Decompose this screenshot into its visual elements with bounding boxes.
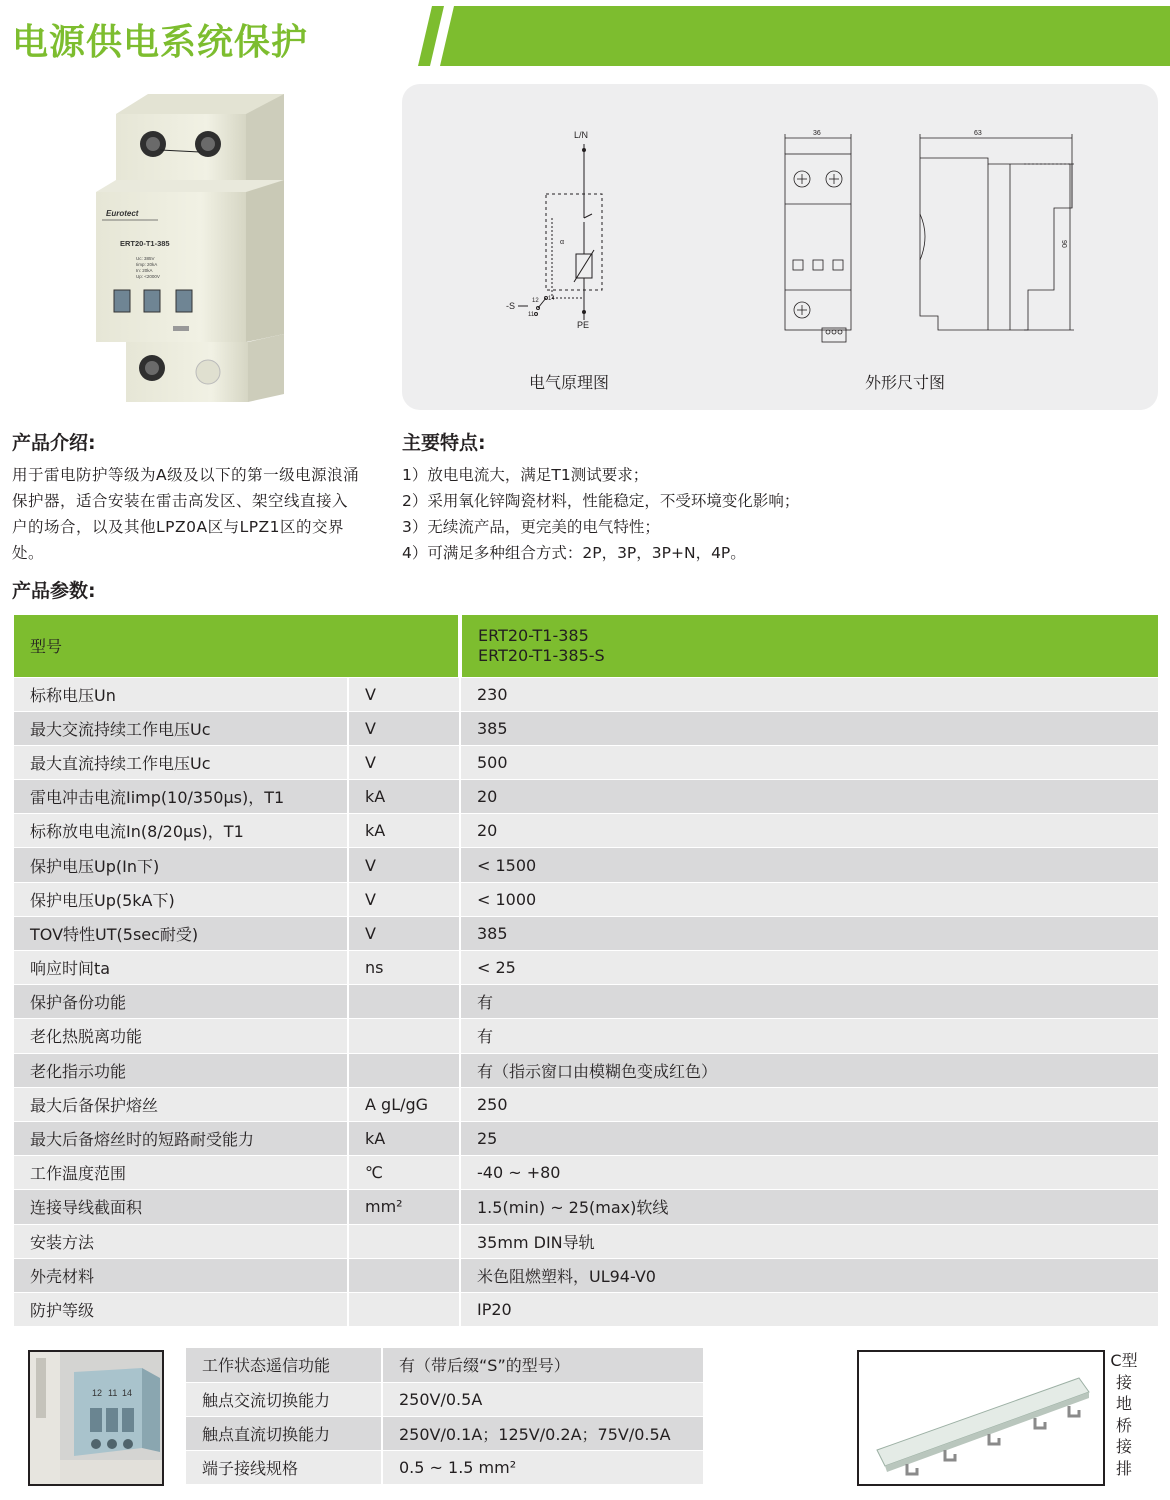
param-value: 385 — [460, 916, 1158, 950]
dimension-caption: 外形尺寸图 — [865, 373, 946, 392]
param-name: 工作温度范围 — [14, 1156, 348, 1190]
param-unit: kA — [348, 1121, 460, 1155]
signal-name: 工作状态遥信功能 — [186, 1348, 382, 1382]
product-brand: Eurotect — [106, 209, 139, 218]
dim-side-width: 63 — [974, 130, 982, 137]
param-name: 最大后备保护熔丝 — [14, 1087, 348, 1121]
param-unit: V — [348, 711, 460, 745]
feature-item: 2）采用氧化锌陶瓷材料，性能稳定，不受环境变化影响； — [402, 492, 800, 510]
param-value: 500 — [460, 745, 1158, 779]
param-row — [14, 1053, 1158, 1087]
param-name: 保护电压Up(In下) — [14, 848, 348, 882]
param-unit: ns — [348, 951, 460, 985]
busbar-label-char: 接 — [1115, 1437, 1132, 1456]
param-name: 雷电冲击电流Iimp(10/350μs)，T1 — [14, 780, 348, 814]
param-unit — [348, 1224, 460, 1258]
param-name: 防护等级 — [14, 1292, 348, 1326]
param-value: 385 — [460, 711, 1158, 745]
param-value: < 1500 — [460, 848, 1158, 882]
param-value: 有 — [460, 985, 1158, 1019]
schematic-top-label: L/N — [574, 130, 589, 140]
terminal-number: 12 — [92, 1388, 103, 1398]
param-row — [14, 745, 1158, 779]
param-unit — [348, 1258, 460, 1292]
param-row — [14, 916, 1158, 950]
svg-text:Uc: 385V: Uc: 385V — [136, 256, 155, 261]
busbar-label-char: 接 — [1115, 1372, 1132, 1392]
param-unit — [348, 985, 460, 1019]
header-accent-bar — [400, 6, 1170, 66]
dim-front-width: 36 — [813, 130, 821, 137]
param-value: 米色阻燃塑料，UL94-V0 — [460, 1258, 1158, 1292]
param-unit — [348, 1053, 460, 1087]
feature-item: 1）放电电流大，满足T1测试要求； — [402, 466, 649, 484]
param-value: IP20 — [460, 1292, 1158, 1326]
param-name: 外壳材料 — [14, 1258, 348, 1292]
param-row — [14, 1087, 1158, 1121]
signal-row — [186, 1348, 703, 1382]
schematic-bottom-label: PE — [577, 320, 590, 330]
param-value: 25 — [460, 1121, 1158, 1155]
intro-text: 用于雷电防护等级为A级及以下的第一级电源浪涌保护器，适合安装在雷击高发区、架空线直接入户的场合，以及其他LPZ0A区与LPZ1区的交界处。 — [12, 466, 360, 562]
param-row — [14, 1292, 1158, 1326]
param-value: -40 ~ +80 — [460, 1156, 1158, 1190]
param-row — [14, 848, 1158, 882]
busbar-photo — [857, 1350, 1105, 1486]
svg-text:In: 20kA: In: 20kA — [136, 268, 153, 273]
param-unit: V — [348, 848, 460, 882]
param-name: 标称放电电流In(8/20μs)，T1 — [14, 814, 348, 848]
param-value: 20 — [460, 780, 1158, 814]
busbar-label-char: 排 — [1115, 1458, 1132, 1478]
param-name: 保护电压Up(5kA下) — [14, 882, 348, 916]
param-name: 连接导线截面积 — [14, 1190, 348, 1224]
product-photo — [88, 80, 298, 410]
svg-text:14: 14 — [548, 296, 555, 302]
signal-table — [186, 1348, 703, 1485]
feature-item: 4）可满足多种组合方式：2P，3P，3P+N，4P。 — [402, 544, 746, 562]
param-row — [14, 1019, 1158, 1053]
busbar-label — [1106, 1350, 1142, 1479]
busbar-label-char: C型 — [1110, 1351, 1138, 1370]
svg-text:12: 12 — [532, 298, 539, 304]
param-value: 1.5(min) ~ 25(max)软线 — [460, 1190, 1158, 1224]
param-value: 20 — [460, 814, 1158, 848]
param-row — [14, 711, 1158, 745]
param-unit: V — [348, 882, 460, 916]
busbar-label-char: 桥 — [1115, 1415, 1132, 1435]
schematic-caption: 电气原理图 — [529, 373, 610, 392]
param-unit: kA — [348, 814, 460, 848]
svg-text:Iimp: 20kA: Iimp: 20kA — [136, 262, 158, 267]
param-row — [14, 1258, 1158, 1292]
svg-text:11: 11 — [528, 312, 535, 318]
param-value: 有 — [460, 1019, 1158, 1053]
param-name: 安装方法 — [14, 1224, 348, 1258]
feature-item: 3）无续流产品，更完美的电气特性； — [402, 518, 660, 536]
signal-name: 端子接线规格 — [186, 1451, 382, 1485]
electrical-schematic — [402, 84, 1158, 374]
param-unit — [348, 1019, 460, 1053]
param-row — [14, 1190, 1158, 1224]
params-header-name: 型号 — [14, 615, 460, 677]
schematic-switch-label: -S — [506, 301, 515, 311]
param-name: TOV特性UT(5sec耐受) — [14, 916, 348, 950]
param-unit: V — [348, 916, 460, 950]
param-row — [14, 1121, 1158, 1155]
signal-row — [186, 1416, 703, 1450]
terminal-number: 11 — [108, 1388, 118, 1398]
features-heading: 主要特点: — [402, 432, 486, 454]
param-value: 35mm DIN导轨 — [460, 1224, 1158, 1258]
param-name: 标称电压Un — [14, 677, 348, 711]
param-unit — [348, 1292, 460, 1326]
signal-rows — [186, 1348, 703, 1485]
params-header-models — [460, 615, 1158, 677]
param-row — [14, 677, 1158, 711]
param-name: 响应时间ta — [14, 951, 348, 985]
param-value: < 25 — [460, 951, 1158, 985]
params-heading: 产品参数: — [12, 580, 96, 602]
signal-row — [186, 1451, 703, 1485]
features-list — [402, 462, 799, 566]
param-unit: V — [348, 745, 460, 779]
param-value: 230 — [460, 677, 1158, 711]
params-table — [14, 615, 1158, 1327]
param-value: < 1000 — [460, 882, 1158, 916]
page-title: 电源供电系统保护 — [12, 22, 309, 63]
param-row — [14, 1224, 1158, 1258]
param-unit: ℃ — [348, 1156, 460, 1190]
param-name: 最大交流持续工作电压Uc — [14, 711, 348, 745]
terminal-number: 14 — [122, 1388, 133, 1398]
param-row — [14, 814, 1158, 848]
params-rows — [14, 677, 1158, 1327]
signal-row — [186, 1382, 703, 1416]
signal-value: 0.5 ~ 1.5 mm² — [382, 1451, 703, 1485]
param-row — [14, 882, 1158, 916]
svg-text:Up: <2000V: Up: <2000V — [136, 274, 160, 279]
params-header-row — [14, 615, 1158, 677]
product-model: ERT20-T1-385 — [120, 239, 170, 248]
svg-text:α: α — [560, 239, 565, 246]
param-unit: mm² — [348, 1190, 460, 1224]
dim-height: 90 — [1060, 240, 1067, 248]
param-unit: V — [348, 677, 460, 711]
intro-heading: 产品介绍: — [12, 432, 96, 454]
param-row — [14, 1156, 1158, 1190]
terminal-photo — [28, 1350, 164, 1486]
param-value: 有（指示窗口由模糊色变成红色） — [460, 1053, 1158, 1087]
param-unit: A gL/gG — [348, 1087, 460, 1121]
diagram-panel — [402, 84, 1158, 410]
model-name: ERT20-T1-385 — [478, 625, 589, 645]
param-unit: kA — [348, 780, 460, 814]
signal-name: 触点直流切换能力 — [186, 1416, 382, 1450]
param-name: 最大后备熔丝时的短路耐受能力 — [14, 1121, 348, 1155]
param-row — [14, 780, 1158, 814]
busbar-label-char: 地 — [1115, 1394, 1132, 1413]
param-name: 保护备份功能 — [14, 985, 348, 1019]
param-value: 250 — [460, 1087, 1158, 1121]
param-name: 老化热脱离功能 — [14, 1019, 348, 1053]
param-name: 老化指示功能 — [14, 1053, 348, 1087]
signal-value: 250V/0.1A；125V/0.2A；75V/0.5A — [382, 1416, 703, 1450]
param-row — [14, 985, 1158, 1019]
signal-value: 250V/0.5A — [382, 1382, 703, 1416]
model-name: ERT20-T1-385-S — [478, 645, 605, 665]
param-row — [14, 951, 1158, 985]
signal-name: 触点交流切换能力 — [186, 1382, 382, 1416]
param-name: 最大直流持续工作电压Uc — [14, 745, 348, 779]
signal-value: 有（带后缀“S”的型号） — [382, 1348, 703, 1382]
